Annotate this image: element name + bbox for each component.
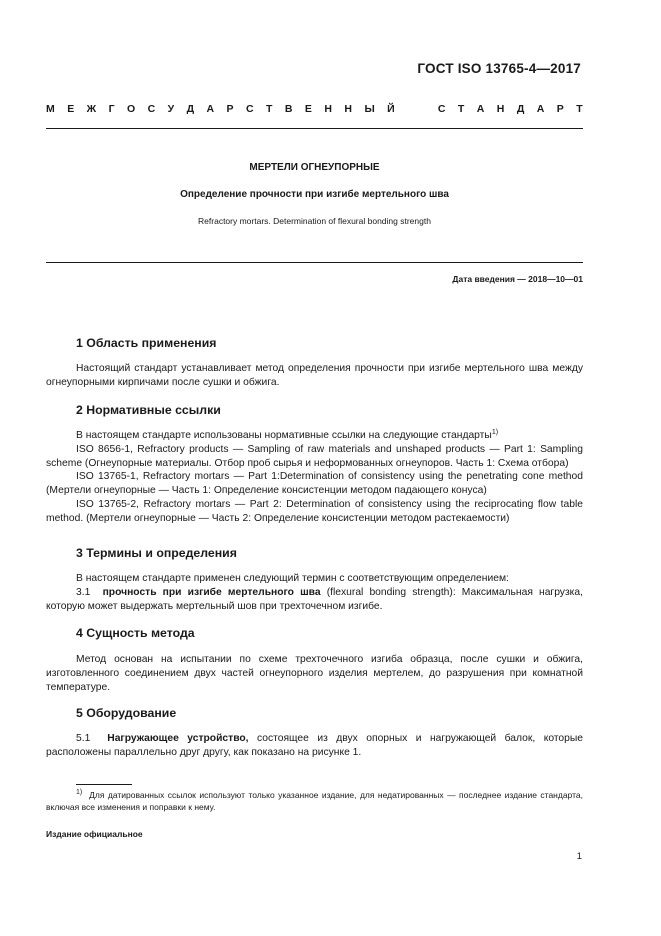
term-name: прочность при изгибе мертельного шва	[102, 586, 321, 598]
footnote-rule	[76, 784, 132, 785]
banner-letter	[407, 103, 410, 115]
banner-letter: А	[476, 103, 485, 115]
reference-iso-13765-1: ISO 13765-1, Refractory mortars — Part 1:Determination of consistency using the penetrating cone method (Мертели огнеупорные — Часть 1: Определение консистенции методом падающего конуса)	[46, 471, 583, 497]
banner-letter: Т	[576, 103, 583, 115]
clause-5-1: 5.1 Нагружающее устройство, состоящее из двух опорных и нагружающей балок, которые расположены параллельно друг другу, как показано на рисунке 1.	[46, 733, 584, 758]
banner-letter: Н	[344, 103, 352, 115]
section-1-heading: 1 Область применения	[76, 336, 217, 350]
paragraph: Метод основан на испытании по схеме трехточечного изгиба образца, после сушки и обжига, изготовленного соединением двух частей огнеупорного изделия мертелем, до разрушения при комнатной температуре.	[46, 654, 583, 693]
banner-letter: Ж	[86, 103, 97, 115]
paragraph: Настоящий стандарт устанавливает метод определения прочности при изгибе мертельного шва между огнеупорными кирпичами после сушки и обжига.	[46, 363, 583, 388]
section-5-body	[46, 732, 583, 760]
paragraph: В настоящем стандарте применен следующий термин с соответствующим определением:	[76, 573, 509, 584]
section-2-heading: 2 Нормативные ссылки	[76, 403, 221, 417]
banner-letter	[423, 103, 426, 115]
banner-letter: Т	[457, 103, 465, 115]
footnote-mark: 1)	[76, 789, 83, 796]
section-1-body	[46, 362, 583, 390]
banner-letter: Р	[226, 103, 234, 115]
title-rule	[46, 262, 583, 263]
section-3-heading: 3 Термины и определения	[76, 546, 237, 560]
header-rule	[46, 128, 583, 129]
footnote-text: Для датированных ссылок используют только указанное издание, для недатированных — последнее издание стандарта, включая все изменения и поправки к нему.	[46, 790, 583, 812]
clause-term: Нагружающее устройство,	[107, 733, 249, 744]
banner-letter: Е	[67, 103, 75, 115]
term-definition: 3.1 прочность при изгибе мертельного шва (flexural bonding strength): Максимальная нагрузка, которую может выдержать мертельный шов при трехточечном изгибе.	[46, 586, 583, 612]
official-edition-label: Издание официальное	[46, 829, 143, 839]
banner-letter: М	[46, 103, 55, 115]
banner-letter: О	[126, 103, 136, 115]
section-4-heading: 4 Сущность метода	[76, 626, 195, 640]
standard-subtitle: Определение прочности при изгибе мертельного шва	[180, 189, 449, 200]
banner-letter: Е	[304, 103, 312, 115]
banner-letter: Д	[516, 103, 525, 115]
section-3-body	[46, 572, 583, 613]
banner-letter: Ы	[364, 103, 375, 115]
banner-letter: В	[284, 103, 293, 115]
banner-letter: Р	[556, 103, 564, 115]
banner-letter: Й	[387, 103, 395, 115]
banner-letter: Т	[266, 103, 273, 115]
banner-letter: Д	[186, 103, 195, 115]
page-number: 1	[576, 851, 582, 862]
section-4-body	[46, 653, 583, 694]
banner-letter: С	[246, 103, 254, 115]
banner-letter: А	[206, 103, 215, 115]
banner-letter: Н	[324, 103, 332, 115]
section-2-body	[46, 429, 583, 526]
footnote-ref: 1)	[491, 429, 499, 436]
reference-iso-13765-2: ISO 13765-2, Refractory mortars — Part 2: Determination of consistency using the reciprocating flow table method. (Мертели огнеупорные — Часть 2: Определение консистенции методом растекаемости)	[46, 498, 583, 524]
footnote	[46, 789, 583, 813]
banner-letter: Г	[108, 103, 115, 115]
banner-letter: С	[147, 103, 156, 115]
banner-letter: У	[167, 103, 175, 115]
interstate-standard-banner	[46, 103, 583, 115]
document-id: ГОСТ ISO 13765-4—2017	[417, 61, 581, 76]
standard-title: МЕРТЕЛИ ОГНЕУПОРНЫЕ	[249, 162, 380, 173]
banner-letter: Н	[496, 103, 505, 115]
banner-letter: А	[536, 103, 545, 115]
banner-letter: С	[437, 103, 446, 115]
paragraph: В настоящем стандарте использованы нормативные ссылки на следующие стандарты$^{1)}$	[76, 429, 499, 441]
effective-date: Дата введения — 2018—10—01	[452, 274, 583, 284]
english-title: Refractory mortars. Determination of flexural bonding strength	[198, 216, 431, 226]
reference-iso-8656-1: ISO 8656-1, Refractory products — Sampling of raw materials and unshaped products — Part 1: Sampling scheme (Огнеупорные материалы. Отбор проб сырья и неформованных огнеупоров. Часть 1: Схема отбора)	[46, 443, 583, 469]
section-5-heading: 5 Оборудование	[76, 706, 177, 720]
